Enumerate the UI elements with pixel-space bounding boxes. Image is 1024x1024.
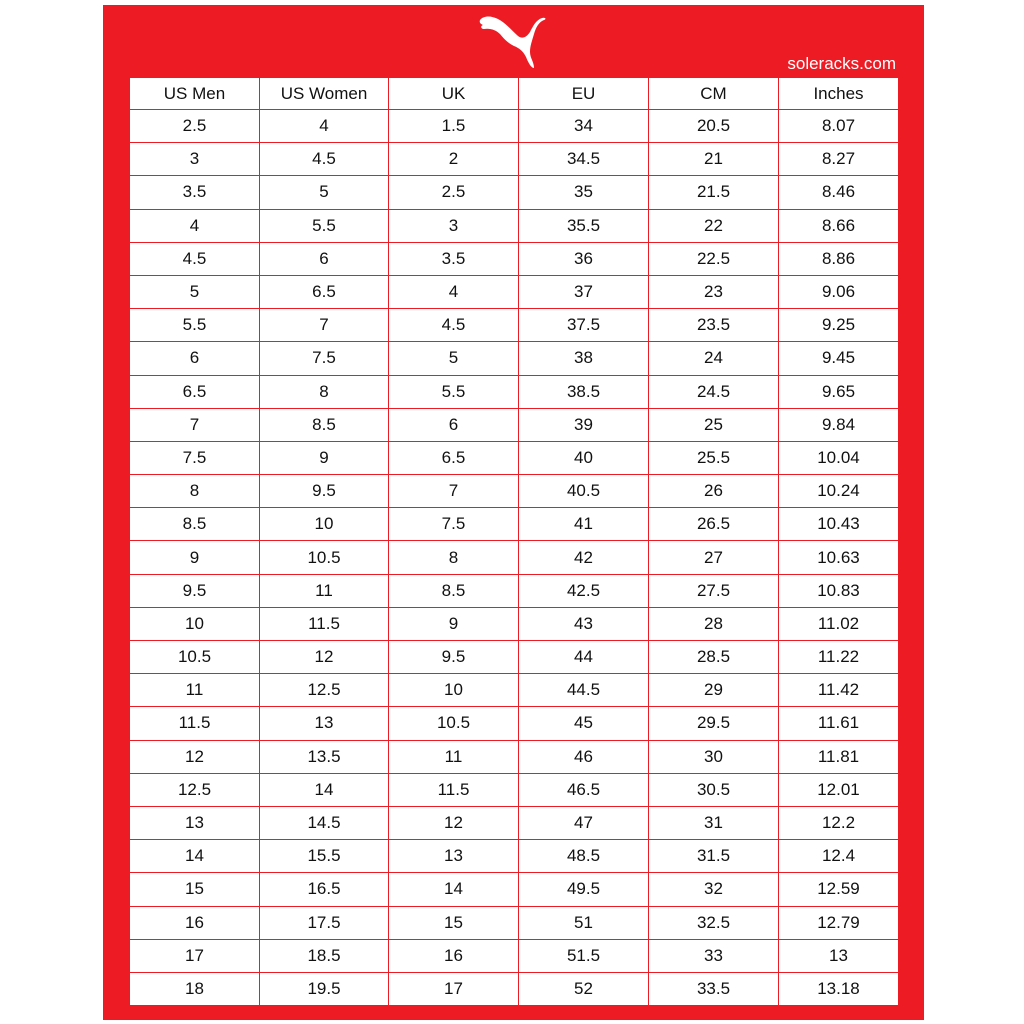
table-row bbox=[130, 773, 899, 806]
table-cell: 18 bbox=[130, 972, 260, 1005]
table-cell: 10.5 bbox=[130, 641, 260, 674]
table-cell: 16.5 bbox=[260, 873, 389, 906]
table-row bbox=[130, 143, 899, 176]
table-row bbox=[130, 309, 899, 342]
table-cell: 4 bbox=[389, 275, 519, 308]
table-row bbox=[130, 806, 899, 839]
table-cell: 8 bbox=[389, 541, 519, 574]
table-cell: 31.5 bbox=[649, 840, 779, 873]
table-cell: 34.5 bbox=[519, 143, 649, 176]
table-row bbox=[130, 840, 899, 873]
table-cell: 13.18 bbox=[779, 972, 899, 1005]
table-cell: 10.63 bbox=[779, 541, 899, 574]
table-cell: 36 bbox=[519, 242, 649, 275]
table-cell: 17 bbox=[130, 939, 260, 972]
table-cell: 43 bbox=[519, 607, 649, 640]
column-header: UK bbox=[389, 78, 519, 110]
table-cell: 16 bbox=[389, 939, 519, 972]
table-cell: 12.5 bbox=[260, 674, 389, 707]
table-row bbox=[130, 707, 899, 740]
table-cell: 7 bbox=[130, 408, 260, 441]
table-cell: 9 bbox=[389, 607, 519, 640]
table-cell: 13 bbox=[779, 939, 899, 972]
table-cell: 4 bbox=[130, 209, 260, 242]
table-cell: 4.5 bbox=[260, 143, 389, 176]
table-cell: 11 bbox=[389, 740, 519, 773]
column-header: Inches bbox=[779, 78, 899, 110]
table-cell: 22.5 bbox=[649, 242, 779, 275]
table-cell: 9 bbox=[260, 441, 389, 474]
table-cell: 9.84 bbox=[779, 408, 899, 441]
table-cell: 37.5 bbox=[519, 309, 649, 342]
table-cell: 44 bbox=[519, 641, 649, 674]
table-cell: 2.5 bbox=[389, 176, 519, 209]
table-cell: 13 bbox=[389, 840, 519, 873]
table-row bbox=[130, 972, 899, 1005]
table-cell: 11.81 bbox=[779, 740, 899, 773]
table-cell: 33 bbox=[649, 939, 779, 972]
table-cell: 2.5 bbox=[130, 110, 260, 143]
table-cell: 11.5 bbox=[130, 707, 260, 740]
table-cell: 3.5 bbox=[130, 176, 260, 209]
table-cell: 10.04 bbox=[779, 441, 899, 474]
table-cell: 31 bbox=[649, 806, 779, 839]
column-header: US Men bbox=[130, 78, 260, 110]
table-row bbox=[130, 939, 899, 972]
table-cell: 26 bbox=[649, 475, 779, 508]
table-cell: 12 bbox=[130, 740, 260, 773]
table-row bbox=[130, 607, 899, 640]
table-cell: 8 bbox=[130, 475, 260, 508]
column-header: CM bbox=[649, 78, 779, 110]
table-row bbox=[130, 906, 899, 939]
table-cell: 51 bbox=[519, 906, 649, 939]
table-row bbox=[130, 475, 899, 508]
table-cell: 8.5 bbox=[130, 508, 260, 541]
table-cell: 19.5 bbox=[260, 972, 389, 1005]
table-cell: 15 bbox=[130, 873, 260, 906]
table-cell: 8 bbox=[260, 375, 389, 408]
table-cell: 7.5 bbox=[389, 508, 519, 541]
table-cell: 9.5 bbox=[130, 574, 260, 607]
table-cell: 38 bbox=[519, 342, 649, 375]
size-chart-table bbox=[129, 77, 899, 1006]
table-cell: 27 bbox=[649, 541, 779, 574]
table-cell: 14 bbox=[260, 773, 389, 806]
table-cell: 15 bbox=[389, 906, 519, 939]
table-row bbox=[130, 209, 899, 242]
table-cell: 5 bbox=[389, 342, 519, 375]
table-cell: 28.5 bbox=[649, 641, 779, 674]
table-cell: 46 bbox=[519, 740, 649, 773]
table-cell: 11.22 bbox=[779, 641, 899, 674]
table-cell: 6 bbox=[130, 342, 260, 375]
table-cell: 6 bbox=[389, 408, 519, 441]
table-cell: 10.5 bbox=[389, 707, 519, 740]
table-row bbox=[130, 176, 899, 209]
table-cell: 5 bbox=[260, 176, 389, 209]
table-cell: 33.5 bbox=[649, 972, 779, 1005]
table-cell: 30 bbox=[649, 740, 779, 773]
table-cell: 45 bbox=[519, 707, 649, 740]
table-cell: 1.5 bbox=[389, 110, 519, 143]
table-cell: 10.5 bbox=[260, 541, 389, 574]
table-cell: 3.5 bbox=[389, 242, 519, 275]
table-row bbox=[130, 342, 899, 375]
table-cell: 10.83 bbox=[779, 574, 899, 607]
table-cell: 27.5 bbox=[649, 574, 779, 607]
table-cell: 13 bbox=[260, 707, 389, 740]
table-cell: 29.5 bbox=[649, 707, 779, 740]
table-row bbox=[130, 508, 899, 541]
table-cell: 6 bbox=[260, 242, 389, 275]
table-cell: 14 bbox=[389, 873, 519, 906]
table-cell: 9.06 bbox=[779, 275, 899, 308]
table-cell: 38.5 bbox=[519, 375, 649, 408]
table-cell: 40 bbox=[519, 441, 649, 474]
table-cell: 7.5 bbox=[130, 441, 260, 474]
table-row bbox=[130, 441, 899, 474]
table-cell: 11.02 bbox=[779, 607, 899, 640]
table-cell: 21.5 bbox=[649, 176, 779, 209]
table-cell: 14 bbox=[130, 840, 260, 873]
table-cell: 13 bbox=[130, 806, 260, 839]
table-cell: 10 bbox=[130, 607, 260, 640]
table-cell: 11.42 bbox=[779, 674, 899, 707]
table-cell: 9.5 bbox=[260, 475, 389, 508]
table-row bbox=[130, 275, 899, 308]
table-cell: 2 bbox=[389, 143, 519, 176]
table-cell: 9.25 bbox=[779, 309, 899, 342]
table-row bbox=[130, 408, 899, 441]
table-cell: 34 bbox=[519, 110, 649, 143]
table-cell: 37 bbox=[519, 275, 649, 308]
table-cell: 4 bbox=[260, 110, 389, 143]
table-cell: 12 bbox=[260, 641, 389, 674]
table-cell: 28 bbox=[649, 607, 779, 640]
table-cell: 12.59 bbox=[779, 873, 899, 906]
table-row bbox=[130, 541, 899, 574]
table-cell: 10 bbox=[389, 674, 519, 707]
table-cell: 24 bbox=[649, 342, 779, 375]
table-cell: 12.5 bbox=[130, 773, 260, 806]
table-cell: 8.5 bbox=[260, 408, 389, 441]
table-cell: 32 bbox=[649, 873, 779, 906]
table-cell: 39 bbox=[519, 408, 649, 441]
table-cell: 11.61 bbox=[779, 707, 899, 740]
table-cell: 7 bbox=[389, 475, 519, 508]
table-cell: 46.5 bbox=[519, 773, 649, 806]
table-cell: 17 bbox=[389, 972, 519, 1005]
table-cell: 32.5 bbox=[649, 906, 779, 939]
table-cell: 52 bbox=[519, 972, 649, 1005]
table-row bbox=[130, 674, 899, 707]
table-cell: 3 bbox=[389, 209, 519, 242]
table-cell: 44.5 bbox=[519, 674, 649, 707]
table-cell: 10 bbox=[260, 508, 389, 541]
table-cell: 18.5 bbox=[260, 939, 389, 972]
table-cell: 8.66 bbox=[779, 209, 899, 242]
table-cell: 11.5 bbox=[389, 773, 519, 806]
table-cell: 49.5 bbox=[519, 873, 649, 906]
table-cell: 5.5 bbox=[130, 309, 260, 342]
table-cell: 25.5 bbox=[649, 441, 779, 474]
table-cell: 6.5 bbox=[389, 441, 519, 474]
table-cell: 35.5 bbox=[519, 209, 649, 242]
table-row bbox=[130, 375, 899, 408]
table-cell: 9.65 bbox=[779, 375, 899, 408]
puma-logo-icon bbox=[478, 14, 548, 70]
table-cell: 8.27 bbox=[779, 143, 899, 176]
table-cell: 23 bbox=[649, 275, 779, 308]
table-cell: 16 bbox=[130, 906, 260, 939]
table-cell: 42.5 bbox=[519, 574, 649, 607]
table-cell: 6.5 bbox=[130, 375, 260, 408]
table-cell: 48.5 bbox=[519, 840, 649, 873]
table-cell: 47 bbox=[519, 806, 649, 839]
table-cell: 9 bbox=[130, 541, 260, 574]
table-cell: 11.5 bbox=[260, 607, 389, 640]
site-watermark: soleracks.com bbox=[787, 54, 896, 73]
column-header: US Women bbox=[260, 78, 389, 110]
table-cell: 41 bbox=[519, 508, 649, 541]
table-cell: 20.5 bbox=[649, 110, 779, 143]
table-cell: 8.86 bbox=[779, 242, 899, 275]
table-cell: 6.5 bbox=[260, 275, 389, 308]
table-cell: 24.5 bbox=[649, 375, 779, 408]
table-cell: 42 bbox=[519, 541, 649, 574]
table-cell: 4.5 bbox=[389, 309, 519, 342]
table-cell: 40.5 bbox=[519, 475, 649, 508]
table-row bbox=[130, 242, 899, 275]
table-cell: 29 bbox=[649, 674, 779, 707]
table-cell: 7.5 bbox=[260, 342, 389, 375]
table-cell: 11 bbox=[260, 574, 389, 607]
table-cell: 5 bbox=[130, 275, 260, 308]
table-cell: 12.4 bbox=[779, 840, 899, 873]
table-cell: 12.01 bbox=[779, 773, 899, 806]
table-cell: 26.5 bbox=[649, 508, 779, 541]
table-cell: 4.5 bbox=[130, 242, 260, 275]
table-cell: 5.5 bbox=[389, 375, 519, 408]
table-cell: 25 bbox=[649, 408, 779, 441]
table-cell: 7 bbox=[260, 309, 389, 342]
table-row bbox=[130, 574, 899, 607]
table-row bbox=[130, 641, 899, 674]
table-cell: 23.5 bbox=[649, 309, 779, 342]
table-row bbox=[130, 110, 899, 143]
table-cell: 51.5 bbox=[519, 939, 649, 972]
table-cell: 12.79 bbox=[779, 906, 899, 939]
table-cell: 9.45 bbox=[779, 342, 899, 375]
table-cell: 21 bbox=[649, 143, 779, 176]
table-cell: 22 bbox=[649, 209, 779, 242]
table-cell: 15.5 bbox=[260, 840, 389, 873]
column-header: EU bbox=[519, 78, 649, 110]
table-cell: 11 bbox=[130, 674, 260, 707]
table-cell: 30.5 bbox=[649, 773, 779, 806]
table-cell: 8.07 bbox=[779, 110, 899, 143]
table-cell: 5.5 bbox=[260, 209, 389, 242]
table-cell: 13.5 bbox=[260, 740, 389, 773]
table-cell: 10.43 bbox=[779, 508, 899, 541]
table-cell: 12.2 bbox=[779, 806, 899, 839]
table-row bbox=[130, 873, 899, 906]
table-cell: 17.5 bbox=[260, 906, 389, 939]
table-cell: 14.5 bbox=[260, 806, 389, 839]
table-cell: 8.46 bbox=[779, 176, 899, 209]
table-cell: 3 bbox=[130, 143, 260, 176]
table-row bbox=[130, 740, 899, 773]
table-cell: 35 bbox=[519, 176, 649, 209]
table-cell: 10.24 bbox=[779, 475, 899, 508]
table-cell: 12 bbox=[389, 806, 519, 839]
table-cell: 8.5 bbox=[389, 574, 519, 607]
table-cell: 9.5 bbox=[389, 641, 519, 674]
header-row bbox=[130, 78, 899, 110]
